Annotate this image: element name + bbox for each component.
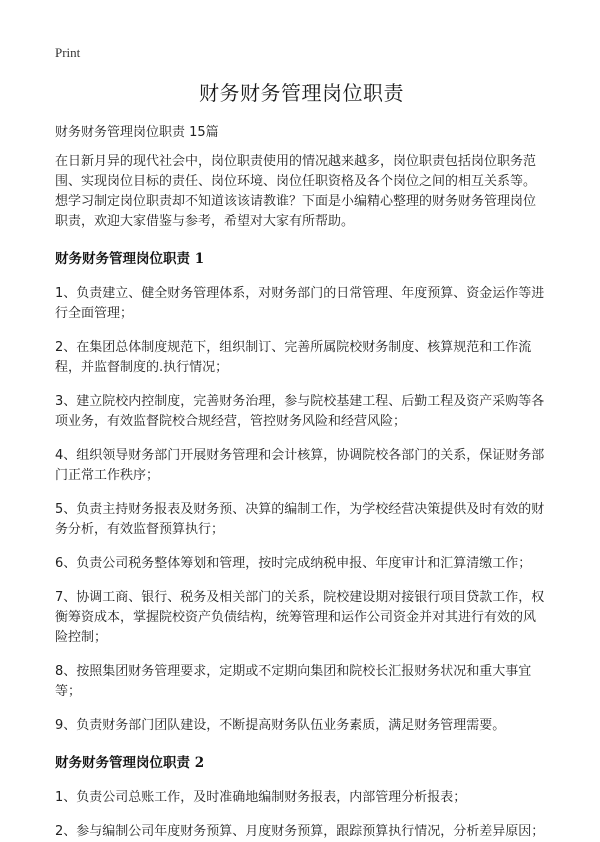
list-item: 7、协调工商、银行、税务及相关部门的关系，院校建设期对接银行项目贷款工作，权衡筹资成本，掌握院校资产负债结构，统筹管理和运作公司资金并对其进行有效的风险控制； (55, 590, 545, 645)
section-heading-1: 财务财务管理岗位职责 1 (55, 251, 205, 267)
intro-paragraph: 在日新月异的现代社会中，岗位职责使用的情况越来越多，岗位职责包括岗位职务范围、实现岗位目标的责任、岗位环境、岗位任职资格及各个岗位之间的相互关系等。想学习制定岗位职责却不知道该该请教谁？下面是小编精心整理的财务财务管理岗位职责，欢迎大家借鉴与参考，希望对大家有所帮助。 (55, 154, 537, 229)
list-item: 2、在集团总体制度规范下，组织制订、完善所属院校财务制度、核算规范和工作流程，并监督制度的.执行情况； (55, 340, 532, 375)
document-subtitle: 财务财务管理岗位职责 15篇 (55, 125, 219, 140)
list-item: 3、建立院校内控制度，完善财务治理，参与院校基建工程、后勤工程及资产采购等各项业务，有效监督院校合规经营，管控财务风险和经营风险； (55, 394, 545, 429)
list-item: 8、按照集团财务管理要求，定期或不定期向集团和院校长汇报财务状况和重大事宜等； (55, 664, 532, 699)
print-link[interactable]: Print (55, 45, 81, 60)
list-item: 1、负责公司总账工作，及时准确地编制财务报表，内部管理分析报表； (55, 790, 467, 805)
list-item: 6、负责公司税务整体筹划和管理，按时完成纳税申报、年度审计和汇算清缴工作； (55, 556, 532, 571)
section-heading-2: 财务财务管理岗位职责 2 (55, 755, 205, 771)
list-item: 5、负责主持财务报表及财务预、决算的编制工作，为学校经营决策提供及时有效的财务分析，有效监督预算执行； (55, 502, 545, 537)
list-item: 4、组织领导财务部门开展财务管理和会计核算，协调院校各部门的关系，保证财务部门正常工作秩序； (55, 448, 545, 483)
page-title: 财务财务管理岗位职责 (199, 81, 404, 105)
list-item: 1、负责建立、健全财务管理体系，对财务部门的日常管理、年度预算、资金运作等进行全面管理； (55, 286, 545, 321)
list-item: 9、负责财务部门团队建设，不断提高财务队伍业务素质，满足财务管理需要。 (55, 718, 506, 733)
list-item: 2、参与编制公司年度财务预算、月度财务预算，跟踪预算执行情况，分析差异原因； (55, 824, 545, 839)
